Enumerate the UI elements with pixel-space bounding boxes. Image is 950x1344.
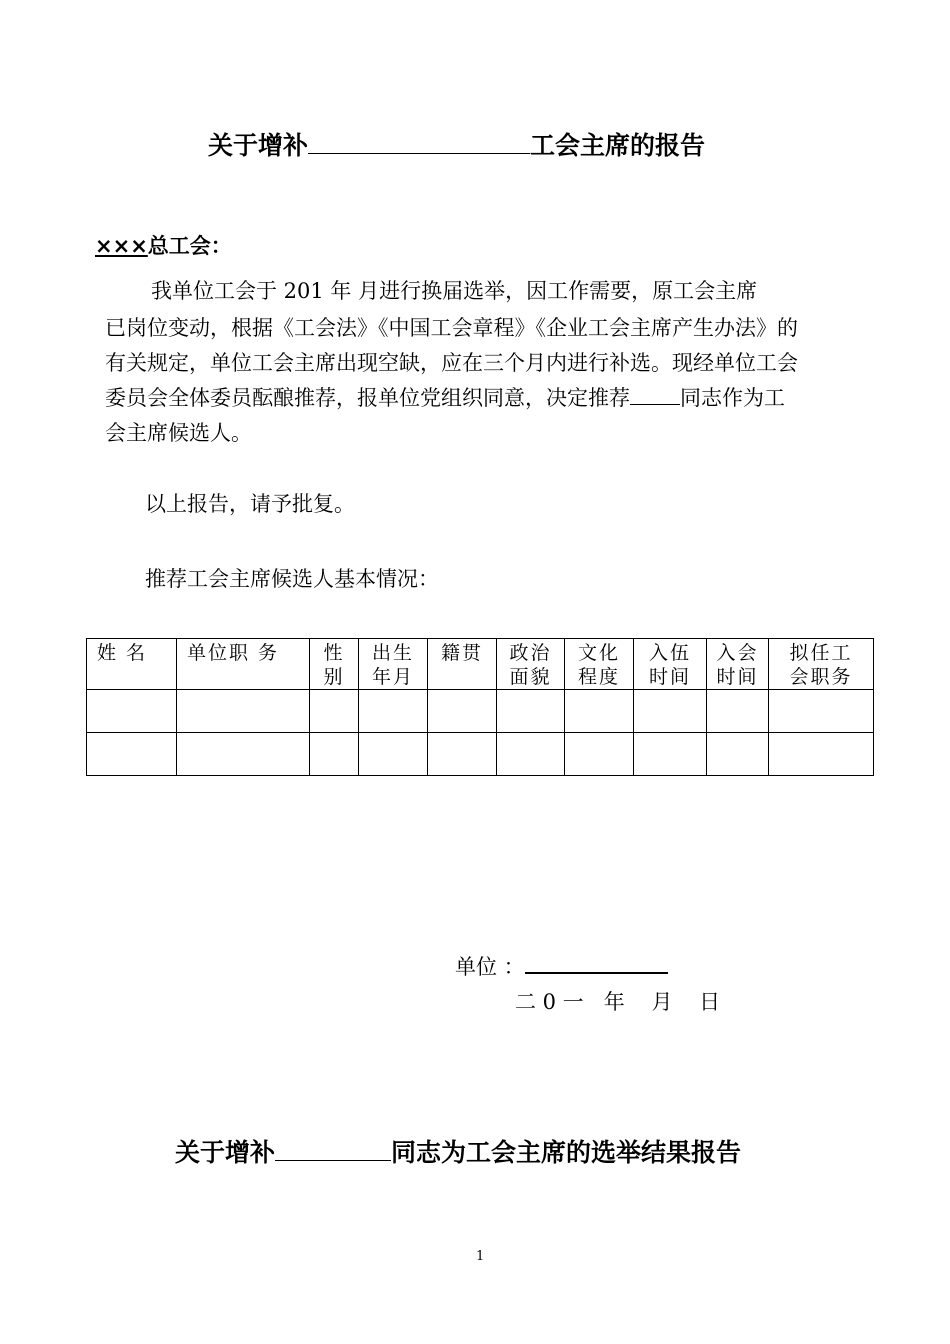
body-paragraph — [105, 274, 865, 454]
table-intro: 推荐工会主席候选人基本情况： — [145, 567, 439, 591]
table-cell — [769, 690, 874, 733]
report-title-prefix: 关于增补 — [208, 131, 309, 160]
body-line-4 — [105, 381, 785, 416]
body-line-2: 已岗位变动，根据《工会法》《中国工会章程》《企业工会主席产生办法》的 — [105, 316, 798, 340]
header-membership-time: 入会 时间 — [707, 639, 769, 690]
table-cell — [310, 690, 359, 733]
candidate-blank-line — [630, 382, 680, 405]
signature-unit — [455, 948, 668, 981]
table-cell — [359, 733, 428, 776]
candidate-info-table — [86, 638, 874, 776]
table-cell — [177, 690, 310, 733]
table-cell — [707, 733, 769, 776]
body-line-1: 我单位工会于 201 年 月进行换届选举，因工作需要，原工会主席 — [151, 279, 758, 303]
table-cell — [634, 690, 707, 733]
addressee — [95, 230, 232, 260]
table-cell — [428, 690, 497, 733]
header-gender: 性 别 — [310, 639, 359, 690]
table-row — [87, 733, 874, 776]
body-line-4-before: 委员会全体委员酝酿推荐，报单位党组织同意，决定推荐 — [105, 386, 630, 410]
table-cell — [565, 690, 634, 733]
body-line-3: 有关规定，单位工会主席出现空缺，应在三个月内进行补选。现经单位工会 — [105, 351, 798, 375]
table-cell — [707, 690, 769, 733]
header-name: 姓 名 — [87, 639, 177, 690]
signature-date: 二 0 一 年 月 日 — [515, 990, 721, 1014]
table-cell — [87, 733, 177, 776]
table-cell — [428, 733, 497, 776]
header-unit-position: 单位职 务 — [177, 639, 310, 690]
page-number: 1 — [476, 1249, 485, 1264]
report-title-suffix: 工会主席的报告 — [530, 131, 706, 160]
table-cell — [177, 733, 310, 776]
header-political-status: 政治 面貌 — [497, 639, 565, 690]
header-birth: 出生 年月 — [359, 639, 428, 690]
table-cell — [565, 733, 634, 776]
addressee-placeholder: ××× — [95, 234, 148, 258]
header-native-place: 籍贯 — [428, 639, 497, 690]
header-education: 文化 程度 — [565, 639, 634, 690]
table-row — [87, 690, 874, 733]
table-cell — [497, 690, 565, 733]
table-cell — [310, 733, 359, 776]
table-cell — [634, 733, 707, 776]
unit-label: 单位 ： — [455, 955, 525, 979]
body-line-5: 会主席候选人。 — [105, 421, 252, 445]
result-title-suffix: 同志为工会主席的选举结果报告 — [391, 1138, 742, 1167]
table-cell — [87, 690, 177, 733]
body-line-4-after: 同志作为工 — [680, 386, 785, 410]
result-title-prefix: 关于增补 — [175, 1138, 276, 1167]
closing-text: 以上报告，请予批复。 — [145, 492, 355, 516]
result-report-title — [175, 1133, 741, 1169]
addressee-org: 总工会： — [147, 234, 232, 258]
unit-blank-line — [525, 948, 668, 974]
header-proposed-position: 拟任工 会职务 — [769, 639, 874, 690]
table-header-row — [87, 639, 874, 690]
header-enlistment-time: 入伍 时间 — [634, 639, 707, 690]
report-title — [208, 126, 705, 162]
name-blank-line — [308, 129, 530, 154]
table-cell — [769, 733, 874, 776]
table-cell — [359, 690, 428, 733]
table-cell — [497, 733, 565, 776]
comrade-blank-line — [275, 1136, 391, 1161]
